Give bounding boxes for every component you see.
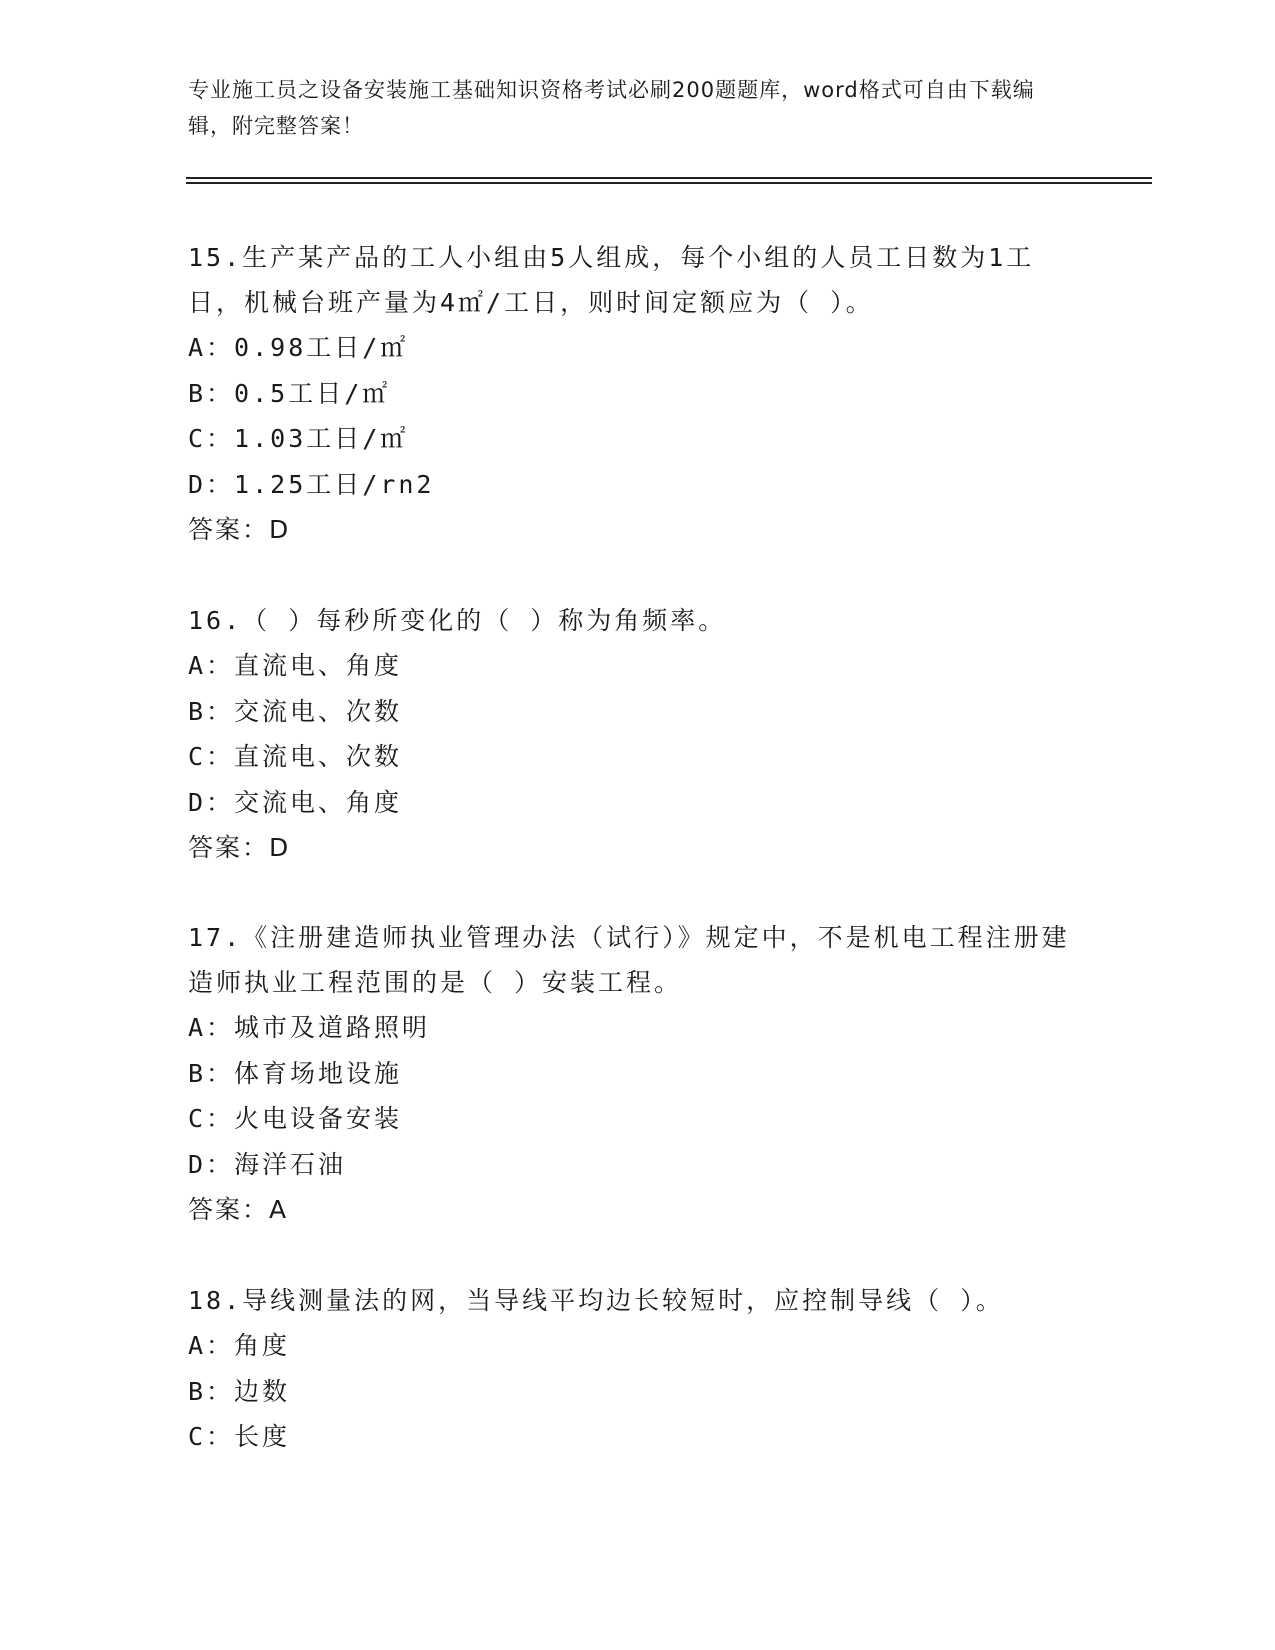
option-d: D：交流电、角度 bbox=[188, 787, 403, 817]
header-title: 专业施工员之设备安装施工基础知识资格考试必刷200题题库，word格式可自由下载编辑，附完整答案！ bbox=[188, 78, 1035, 138]
option-c: C：长度 bbox=[188, 1422, 291, 1451]
question-16 bbox=[188, 598, 1088, 870]
option-b: B：体育场地设施 bbox=[188, 1058, 403, 1088]
option-c: C：直流电、次数 bbox=[188, 742, 403, 771]
option-c: C：火电设备安装 bbox=[188, 1104, 403, 1133]
option-a: A：0.98工日/㎡ bbox=[188, 333, 409, 362]
question-stem: 17.《注册建造师执业管理办法（试行）》规定中，不是机电工程注册建造师执业工程范围的是（ ）安装工程。 bbox=[188, 923, 1070, 997]
question-stem: 16.（ ）每秒所变化的（ ）称为角频率。 bbox=[188, 606, 727, 635]
answer: 答案：A bbox=[188, 1195, 289, 1224]
option-d: D：海洋石油 bbox=[188, 1149, 347, 1179]
header-divider-top bbox=[186, 177, 1152, 179]
option-a: A：直流电、角度 bbox=[188, 651, 403, 680]
question-18 bbox=[188, 1278, 1088, 1460]
option-c: C：1.03工日/㎡ bbox=[188, 424, 409, 453]
question-15 bbox=[188, 235, 1088, 552]
answer: 答案：D bbox=[188, 833, 291, 862]
question-stem: 18.导线测量法的网，当导线平均边长较短时，应控制导线（ ）。 bbox=[188, 1286, 1004, 1315]
option-b: B：边数 bbox=[188, 1376, 291, 1406]
document-header bbox=[188, 72, 1068, 144]
answer: 答案：D bbox=[188, 515, 291, 544]
question-stem: 15.生产某产品的工人小组由5人组成，每个小组的人员工日数为1工日，机械台班产量为4㎡/工日，则时间定额应为（ ）。 bbox=[188, 243, 1035, 317]
option-b: B：交流电、次数 bbox=[188, 696, 403, 726]
option-a: A：城市及道路照明 bbox=[188, 1013, 431, 1042]
option-d: D：1.25工日/rn2 bbox=[188, 469, 435, 499]
question-17 bbox=[188, 915, 1088, 1232]
option-b: B：0.5工日/㎡ bbox=[188, 378, 391, 408]
header-divider-bottom bbox=[186, 182, 1152, 184]
option-a: A：角度 bbox=[188, 1331, 291, 1360]
